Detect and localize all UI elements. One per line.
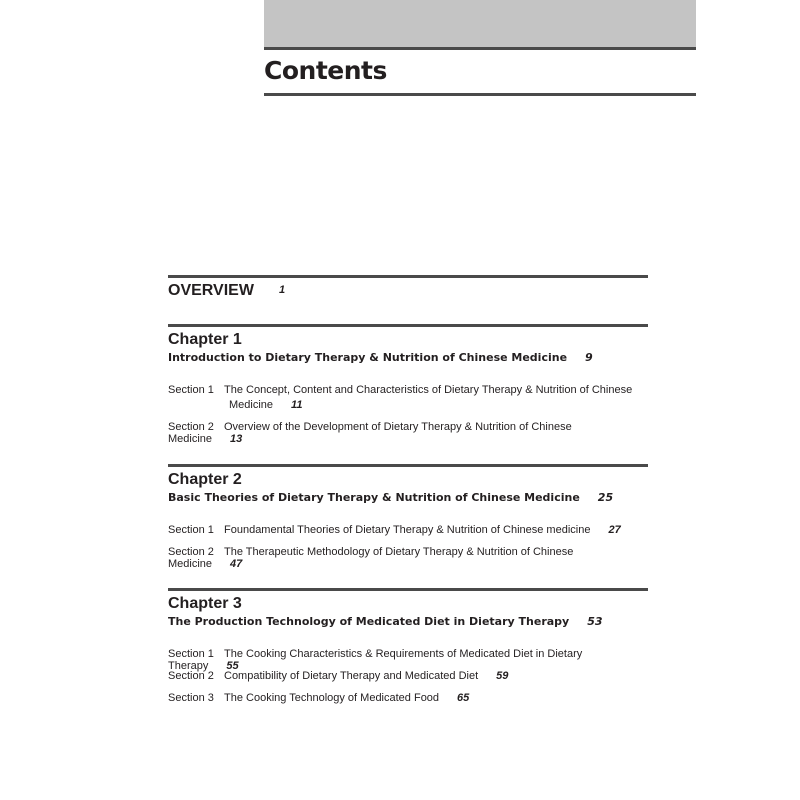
chapter-1-section-1 (168, 384, 648, 396)
section-title: Overview of the Development of Dietary Therapy & Nutrition of Chinese Medicine (168, 421, 572, 445)
section-page: 65 (457, 692, 470, 704)
section-number: Section 1 (168, 524, 214, 536)
section-number: Section 1 (168, 384, 214, 396)
chapter-1-page: 9 (585, 351, 593, 364)
chapter-2-rule (168, 464, 648, 467)
chapter-3-section-2 (168, 670, 648, 682)
chapter-1-section-2 (168, 421, 648, 445)
chapter-3-rule (168, 588, 648, 591)
chapter-2-section-1 (168, 524, 648, 536)
chapter-1-section-1-continued (229, 399, 709, 411)
chapter-3-section-3 (168, 692, 648, 704)
overview-label: OVERVIEW (168, 282, 254, 299)
section-number: Section 2 (168, 546, 214, 558)
section-page: 11 (291, 399, 303, 411)
section-title: The Concept, Content and Characteristics of Dietary Therapy & Nutrition of Chinese (224, 384, 633, 396)
section-number: Section 1 (168, 648, 214, 660)
section-number: Section 2 (168, 670, 214, 682)
chapter-3-label: Chapter 3 (168, 595, 242, 612)
section-number: Section 3 (168, 692, 214, 704)
overview-rule (168, 275, 648, 278)
section-title: Compatibility of Dietary Therapy and Medicated Diet (224, 670, 479, 682)
section-title-continued: Medicine (229, 399, 274, 411)
chapter-1-label: Chapter 1 (168, 331, 242, 348)
chapter-1-title-line (168, 351, 593, 364)
section-page: 13 (230, 433, 243, 445)
section-title: The Cooking Technology of Medicated Food (224, 692, 440, 704)
chapter-3-page: 53 (587, 615, 603, 628)
header-bottom-rule (264, 93, 696, 96)
header-band (264, 0, 696, 47)
section-page: 55 (226, 660, 239, 672)
chapter-2-label: Chapter 2 (168, 471, 242, 488)
page-title: Contents (264, 56, 387, 85)
section-page: 27 (608, 524, 621, 536)
section-title: The Cooking Characteristics & Requirements of Medicated Diet in Dietary Therapy (168, 648, 583, 672)
section-title: Foundamental Theories of Dietary Therapy & Nutrition of Chinese medicine (224, 524, 591, 536)
chapter-1-rule (168, 324, 648, 327)
section-page: 59 (496, 670, 509, 682)
chapter-2-section-2 (168, 546, 648, 570)
chapter-2-title-line (168, 491, 613, 504)
overview-page: 1 (279, 284, 286, 296)
section-number: Section 2 (168, 421, 214, 433)
header-top-rule (264, 47, 696, 50)
chapter-1-title: Introduction to Dietary Therapy & Nutrition of Chinese Medicine (168, 351, 568, 364)
chapter-3-title-line (168, 615, 603, 628)
chapter-3-section-1 (168, 648, 648, 672)
chapter-2-page: 25 (597, 491, 614, 504)
section-page: 47 (230, 558, 243, 570)
chapter-2-title: Basic Theories of Dietary Therapy & Nutrition of Chinese Medicine (168, 491, 580, 504)
chapter-3-title: The Production Technology of Medicated Diet in Dietary Therapy (168, 615, 570, 628)
section-title: The Therapeutic Methodology of Dietary Therapy & Nutrition of Chinese Medicine (168, 546, 574, 570)
